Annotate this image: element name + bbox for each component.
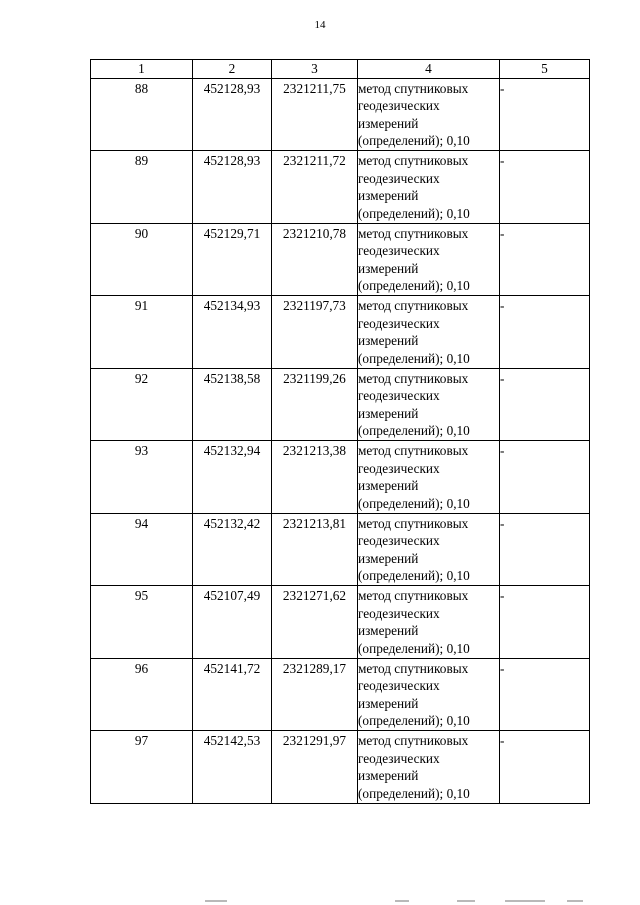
- page-number: 14: [314, 19, 326, 31]
- point-number: 96: [91, 658, 193, 731]
- note-cell: -: [500, 513, 590, 586]
- table-row: [91, 151, 590, 224]
- method-cell: [358, 151, 500, 224]
- method-text: метод спутниковых геодезических измерений (определений); 0,10: [358, 515, 470, 583]
- coordinate-y: 2321210,78: [272, 223, 358, 296]
- point-number: 91: [91, 296, 193, 369]
- method-cell: [358, 296, 500, 369]
- coordinate-y: 2321197,73: [272, 296, 358, 369]
- point-number: 88: [91, 78, 193, 151]
- note-cell: -: [500, 731, 590, 804]
- point-number: 89: [91, 151, 193, 224]
- table-row: [91, 223, 590, 296]
- method-cell: [358, 513, 500, 586]
- method-text: метод спутниковых геодезических измерений (определений); 0,10: [358, 660, 470, 728]
- note-cell: -: [500, 586, 590, 659]
- coordinate-x: 452141,72: [193, 658, 272, 731]
- column-header-1: 1: [91, 60, 193, 79]
- coordinate-x: 452138,58: [193, 368, 272, 441]
- method-cell: [358, 658, 500, 731]
- coordinate-x: 452107,49: [193, 586, 272, 659]
- method-text: метод спутниковых геодезических измерений (определений); 0,10: [358, 80, 470, 148]
- coordinate-x: 452128,93: [193, 78, 272, 151]
- note-cell: -: [500, 151, 590, 224]
- coordinate-y: 2321291,97: [272, 731, 358, 804]
- coordinate-x: 452128,93: [193, 151, 272, 224]
- coordinate-x: 452132,94: [193, 441, 272, 514]
- method-cell: [358, 441, 500, 514]
- table-row: [91, 368, 590, 441]
- column-header-4: 4: [358, 60, 500, 79]
- method-text: метод спутниковых геодезических измерений (определений); 0,10: [358, 370, 470, 438]
- coordinate-y: 2321271,62: [272, 586, 358, 659]
- note-cell: -: [500, 658, 590, 731]
- table-row: [91, 441, 590, 514]
- note-cell: -: [500, 223, 590, 296]
- method-text: метод спутниковых геодезических измерений (определений); 0,10: [358, 588, 470, 656]
- coordinate-y: 2321289,17: [272, 658, 358, 731]
- note-cell: -: [500, 296, 590, 369]
- method-cell: [358, 78, 500, 151]
- note-cell: -: [500, 78, 590, 151]
- method-cell: [358, 586, 500, 659]
- point-number: 90: [91, 223, 193, 296]
- method-cell: [358, 368, 500, 441]
- method-text: метод спутниковых геодезических измерений (определений); 0,10: [358, 153, 470, 221]
- method-cell: [358, 223, 500, 296]
- footer-scan-marks: [205, 897, 605, 905]
- coordinate-x: 452142,53: [193, 731, 272, 804]
- note-cell: -: [500, 368, 590, 441]
- point-number: 94: [91, 513, 193, 586]
- coordinate-x: 452129,71: [193, 223, 272, 296]
- column-header-3: 3: [272, 60, 358, 79]
- method-cell: [358, 731, 500, 804]
- coordinate-y: 2321199,26: [272, 368, 358, 441]
- column-header-2: 2: [193, 60, 272, 79]
- method-text: метод спутниковых геодезических измерений (определений); 0,10: [358, 443, 470, 511]
- table-row: [91, 586, 590, 659]
- coordinates-table: [90, 59, 590, 804]
- table-row: [91, 296, 590, 369]
- point-number: 97: [91, 731, 193, 804]
- table-row: [91, 513, 590, 586]
- coordinate-x: 452134,93: [193, 296, 272, 369]
- table-row: [91, 731, 590, 804]
- table-row: [91, 658, 590, 731]
- method-text: метод спутниковых геодезических измерений (определений); 0,10: [358, 298, 470, 366]
- coordinate-y: 2321213,81: [272, 513, 358, 586]
- table-header-row: [91, 60, 590, 79]
- method-text: метод спутниковых геодезических измерений (определений); 0,10: [358, 225, 470, 293]
- method-text: метод спутниковых геодезических измерений (определений); 0,10: [358, 733, 470, 801]
- point-number: 95: [91, 586, 193, 659]
- note-cell: -: [500, 441, 590, 514]
- point-number: 92: [91, 368, 193, 441]
- coordinate-y: 2321211,72: [272, 151, 358, 224]
- table-row: [91, 78, 590, 151]
- column-header-5: 5: [500, 60, 590, 79]
- coordinate-y: 2321211,75: [272, 78, 358, 151]
- coordinate-x: 452132,42: [193, 513, 272, 586]
- coordinate-y: 2321213,38: [272, 441, 358, 514]
- point-number: 93: [91, 441, 193, 514]
